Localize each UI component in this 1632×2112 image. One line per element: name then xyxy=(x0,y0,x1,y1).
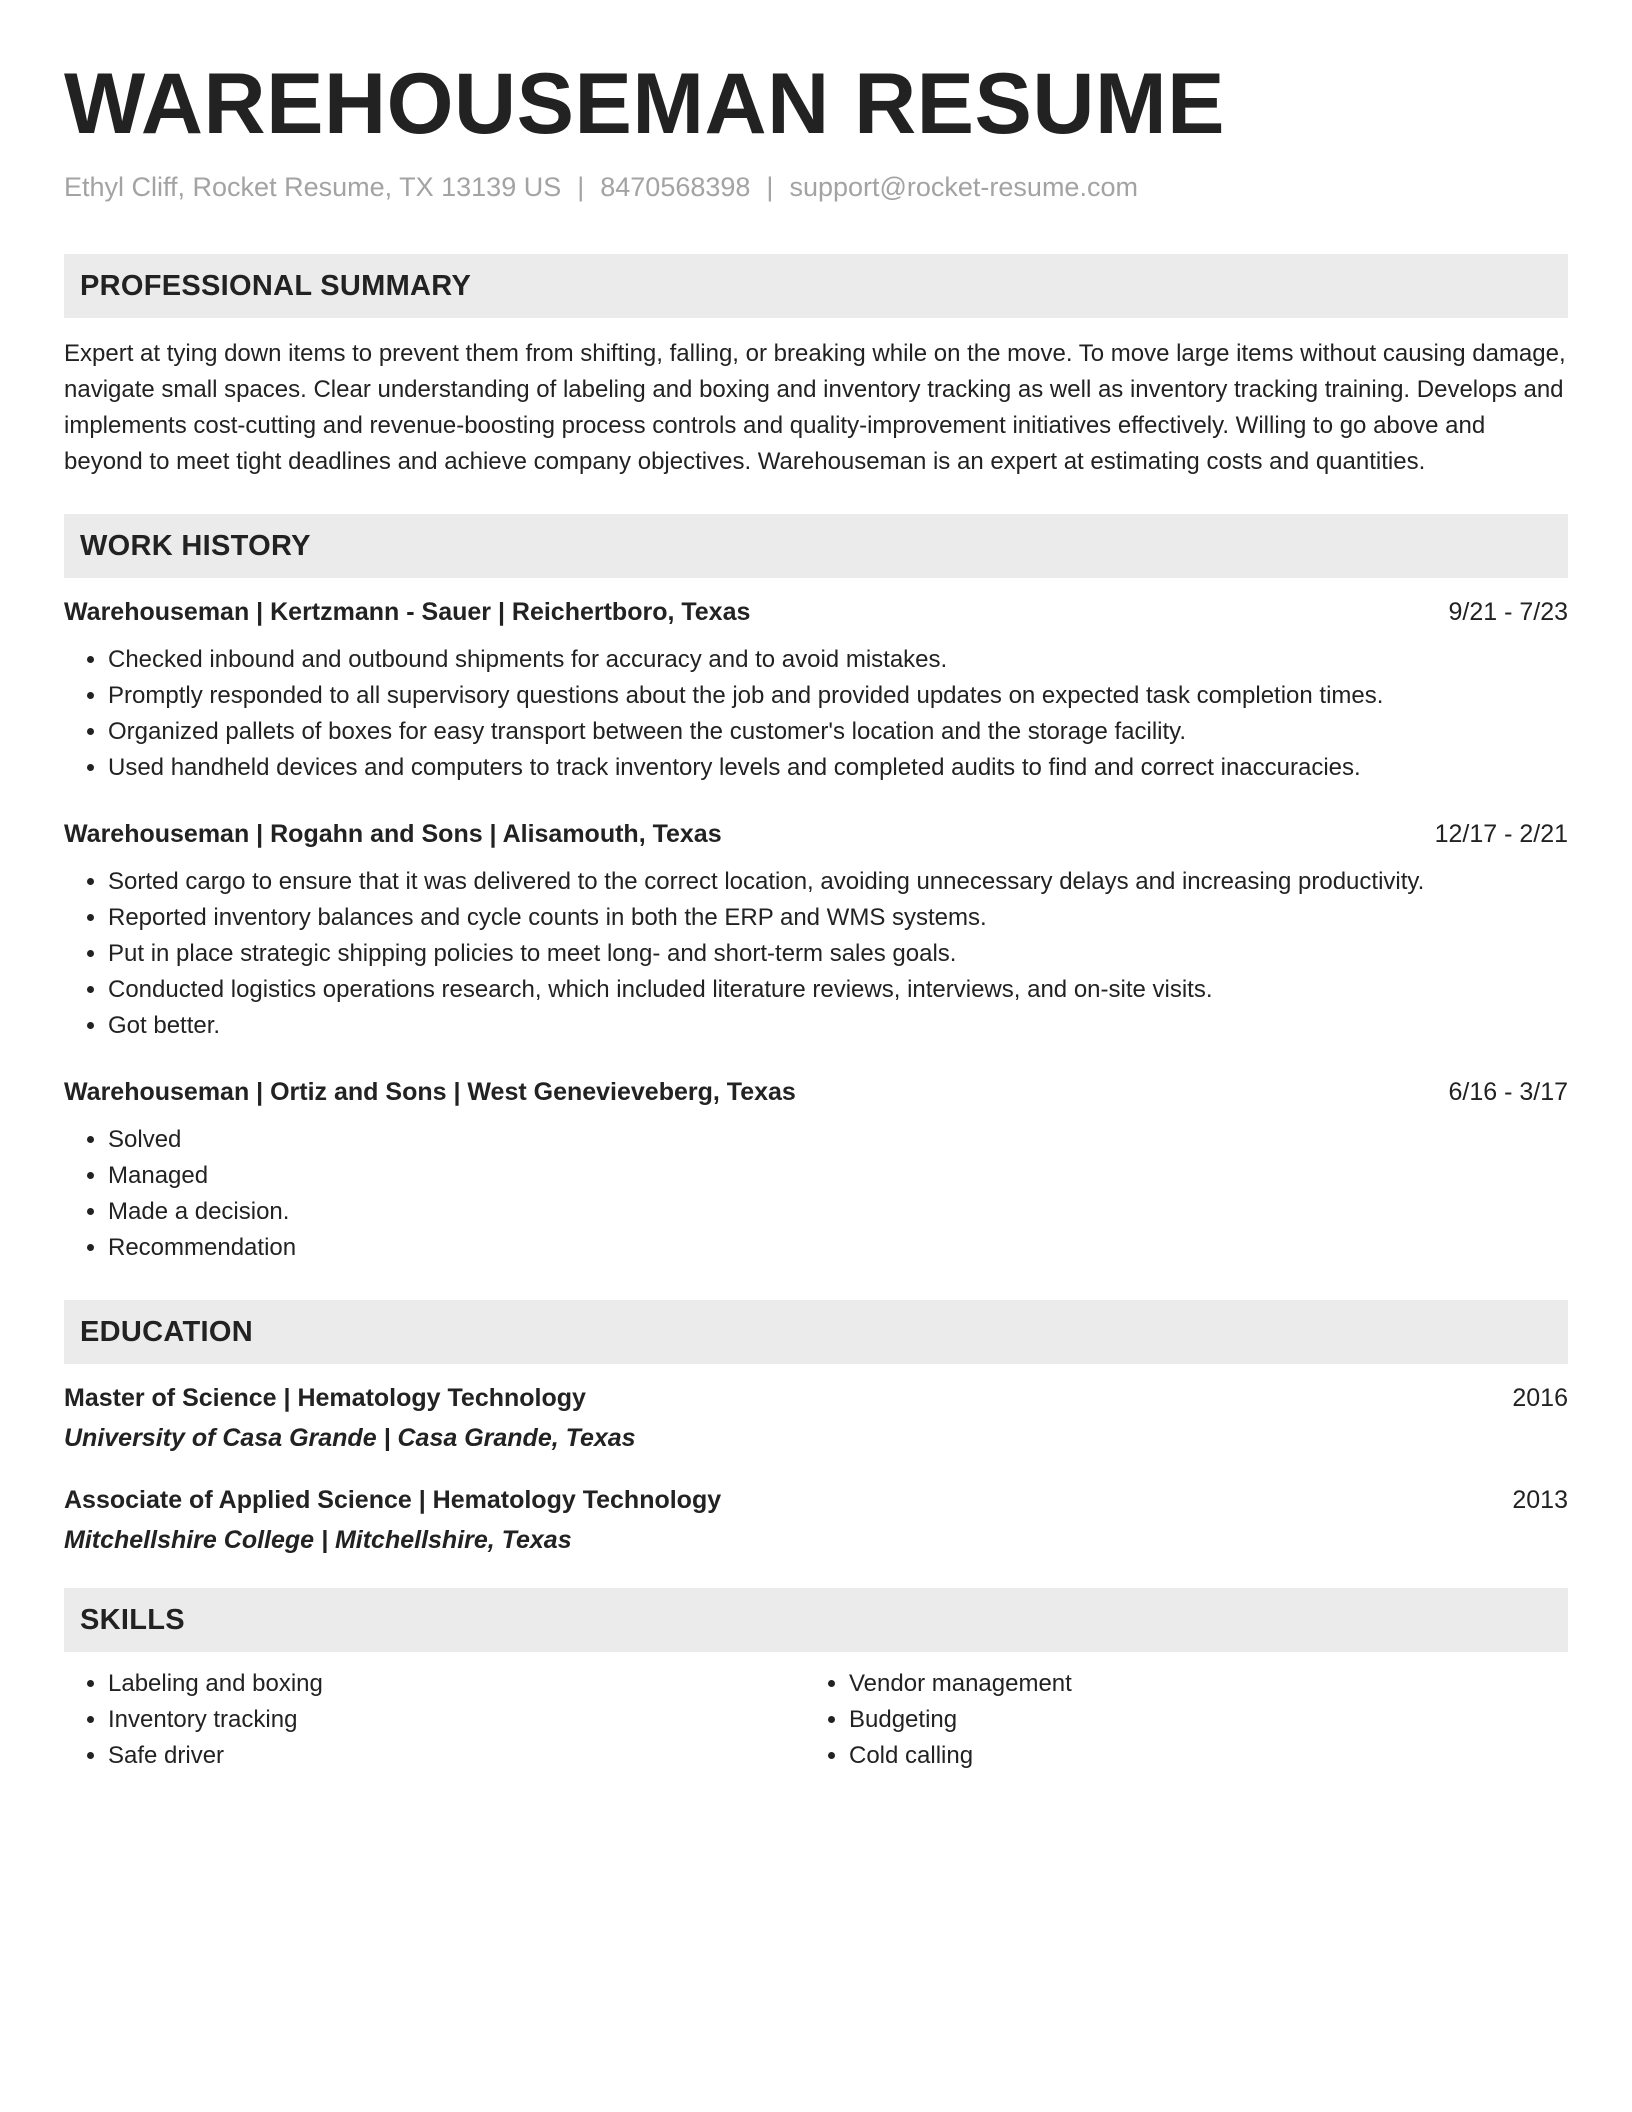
job-bullets xyxy=(64,864,1568,1044)
job-bullet: • Managed xyxy=(108,1158,1568,1194)
job-dates: 9/21 - 7/23 xyxy=(1448,598,1568,626)
education-degree: Master of Science | Hematology Technology xyxy=(64,1384,586,1412)
summary-text: Expert at tying down items to prevent them from shifting, falling, or breaking while on the move. To move large items without causing damage, navigate small spaces. Clear understanding of labeling and boxing and inventory tracking as well as inventory tracking training. Develops and implements cost-cutting and revenue-boosting process controls and quality-improvement initiatives effectively. Willing to go above and beyond to meet tight deadlines and achieve company objectives. Warehouseman is an expert at estimating costs and quantities. xyxy=(64,340,1566,475)
job-bullet: • Checked inbound and outbound shipments for accuracy and to avoid mistakes. xyxy=(108,642,1568,678)
job-bullets xyxy=(64,642,1568,786)
job-bullet: • Got better. xyxy=(108,1008,1568,1044)
education-section-header: EDUCATION xyxy=(64,1300,1568,1364)
job-bullet: • Promptly responded to all supervisory questions about the job and provided updates on expected task completion times. xyxy=(108,678,1568,714)
skills-column-left xyxy=(64,1666,805,1774)
job-bullet: • Reported inventory balances and cycle counts in both the ERP and WMS systems. xyxy=(108,900,1568,936)
job-title: Warehouseman | Kertzmann - Sauer | Reichertboro, Texas xyxy=(64,598,751,626)
skills-list xyxy=(64,1666,1568,1774)
job-header xyxy=(64,818,1568,850)
skill-item: • Labeling and boxing xyxy=(108,1666,805,1702)
education-header xyxy=(64,1382,1568,1414)
job-bullet: • Sorted cargo to ensure that it was delivered to the correct location, avoiding unnecessary delays and increasing productivity. xyxy=(108,864,1568,900)
job-header xyxy=(64,1076,1568,1108)
skills-section-header: SKILLS xyxy=(64,1588,1568,1652)
education-school: Mitchellshire College | Mitchellshire, Texas xyxy=(64,1526,572,1554)
contact-address: Ethyl Cliff, Rocket Resume, TX 13139 US xyxy=(64,172,562,202)
resume-title: WAREHOUSEMAN RESUME xyxy=(64,56,1226,152)
contact-separator: | xyxy=(766,172,774,202)
work-history-section-header: WORK HISTORY xyxy=(64,514,1568,578)
education-header xyxy=(64,1484,1568,1516)
contact-line xyxy=(64,170,1568,204)
job-dates: 12/17 - 2/21 xyxy=(1434,820,1568,848)
skill-item: • Cold calling xyxy=(849,1738,1546,1774)
skill-item: • Budgeting xyxy=(849,1702,1546,1738)
skills-column-right xyxy=(805,1666,1546,1774)
summary-section-header: PROFESSIONAL SUMMARY xyxy=(64,254,1568,318)
job-bullets xyxy=(64,1122,1568,1266)
education-entry xyxy=(64,1382,1568,1454)
contact-phone: 8470568398 xyxy=(600,172,751,202)
job-bullet: • Recommendation xyxy=(108,1230,1568,1266)
skill-item: • Vendor management xyxy=(849,1666,1546,1702)
job-title: Warehouseman | Rogahn and Sons | Alisamouth, Texas xyxy=(64,820,722,848)
contact-email: support@rocket-resume.com xyxy=(789,172,1138,202)
job-entry xyxy=(64,818,1568,1044)
contact-separator: | xyxy=(577,172,585,202)
education-year: 2016 xyxy=(1512,1384,1568,1412)
job-bullet: • Solved xyxy=(108,1122,1568,1158)
job-bullet: • Put in place strategic shipping policies to meet long- and short-term sales goals. xyxy=(108,936,1568,972)
education-year: 2013 xyxy=(1512,1486,1568,1514)
job-title: Warehouseman | Ortiz and Sons | West Genevieveberg, Texas xyxy=(64,1078,796,1106)
skill-item: • Safe driver xyxy=(108,1738,805,1774)
job-entry xyxy=(64,596,1568,786)
education-school: University of Casa Grande | Casa Grande, Texas xyxy=(64,1424,636,1452)
job-bullet: • Made a decision. xyxy=(108,1194,1568,1230)
education-entry xyxy=(64,1484,1568,1556)
job-header xyxy=(64,596,1568,628)
job-bullet: • Conducted logistics operations research, which included literature reviews, interviews, and on-site visits. xyxy=(108,972,1568,1008)
skill-item: • Inventory tracking xyxy=(108,1702,805,1738)
education-degree: Associate of Applied Science | Hematology Technology xyxy=(64,1486,722,1514)
job-bullet: • Used handheld devices and computers to track inventory levels and completed audits to find and correct inaccuracies. xyxy=(108,750,1568,786)
job-entry xyxy=(64,1076,1568,1266)
job-dates: 6/16 - 3/17 xyxy=(1448,1078,1568,1106)
job-bullet: • Organized pallets of boxes for easy transport between the customer's location and the storage facility. xyxy=(108,714,1568,750)
